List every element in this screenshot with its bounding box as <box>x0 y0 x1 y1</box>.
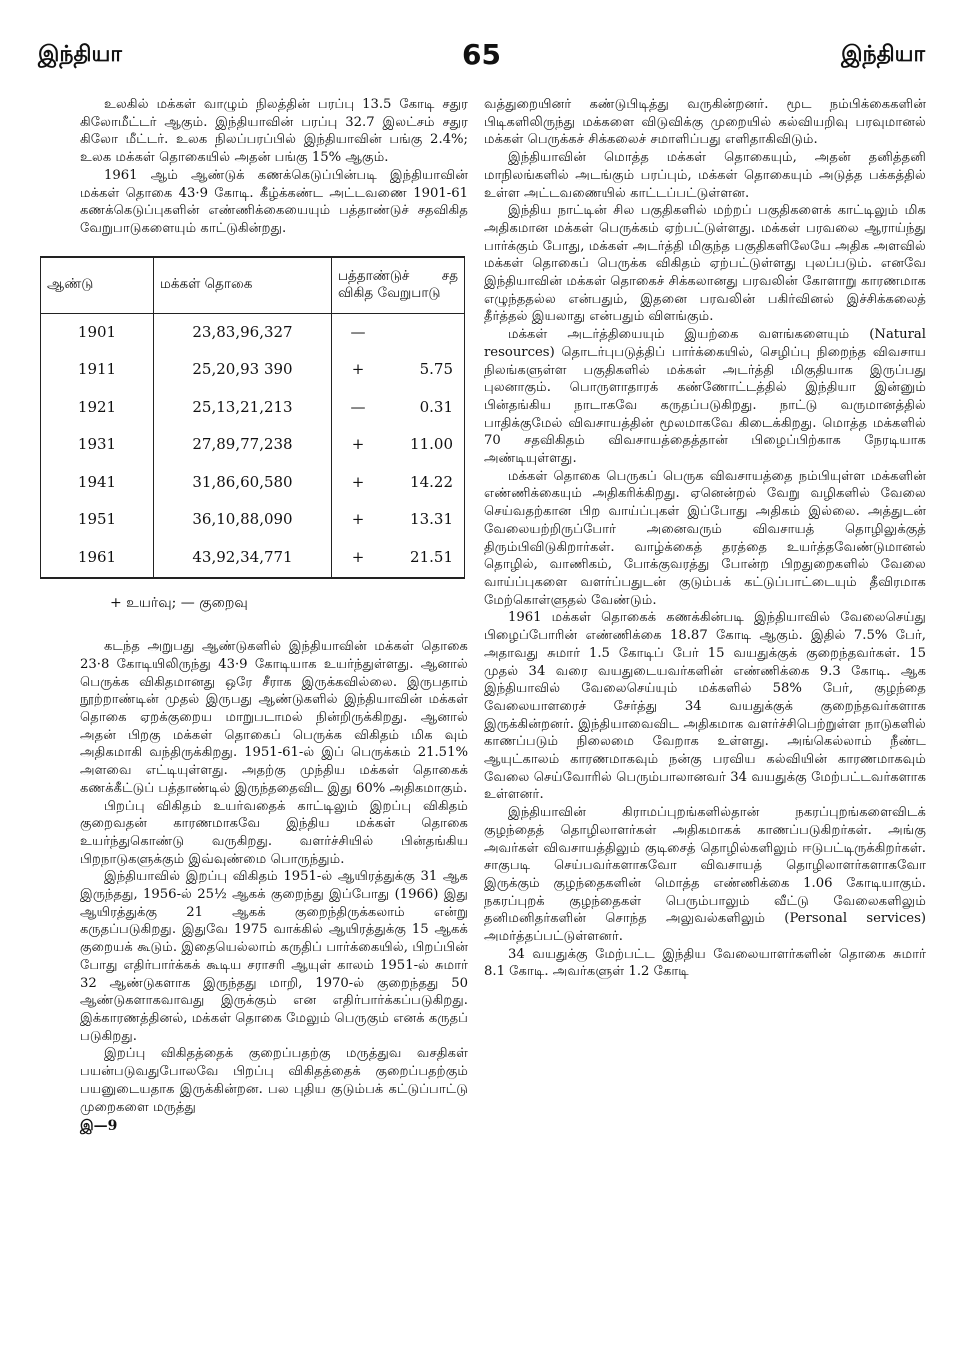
population-cell: 25,13,21,213 <box>154 389 332 427</box>
paragraph: இந்தியாவின் கிராமப்புறங்களில்தான் நகரப்புறங்களைவிடக் குழந்தைத் தொழிலாளர்கள் அதிகமாகக் காணப்படுகிறர்கள். அங்கு அவர்கள் விவசாயத்திலும் குடிசைத் தொழில்களிலும் ஈடுபட்டிருக்கிறர்கள். சாகுபடி செய்பவர்களாகவோ விவசாயத் தொழிலாளர்களாகவோ இருக்கும் குழந்தைகளின் மொத்த எண்ணிக்கை 1.06 கோடியாகும். நகரப்புறக் குழந்தைகள் பெரும்பாலும் வீட்டு வேலைகளிலும் தனிமனிதர்களின் சொந்த அலுவல்களிலும் (Personal services) அமர்த்தப்பட்டுள்ளனர். <box>484 805 926 945</box>
change-sign: — <box>350 322 366 341</box>
paragraph: 1961 ஆம் ஆண்டுக் கணக்கெடுப்பின்படி இந்தியாவின் மக்கள் தொகை 43·9 கோடி. கீழ்க்கண்ட அட்டவணை 1901-61 கணக்கெடுப்புகளின் எண்ணிக்கையையும் பத்தாண்டுச் சதவிகித வேறுபாடுகளையும் காட்டுகின்றது. <box>80 167 468 236</box>
table-row <box>41 389 465 427</box>
paragraph: உலகில் மக்கள் வாழும் நிலத்தின் பரப்பு 13.5 கோடி சதுர கிலோமீட்டர் ஆகும். இந்தியாவின் பரப்பு 32.7 இலட்சம் சதுர கிலோ மீட்டர். உலக நிலப்பரப்பில் இந்தியாவின் பங்கு 2.4%; உலக மக்கள் தொகையில் அதன் பங்கு 15% ஆகும். <box>80 97 468 166</box>
population-cell: 25,20,93 390 <box>154 352 332 390</box>
change-cell <box>332 314 465 352</box>
paragraph: இந்தியாவில் இறப்பு விகிதம் 1951-ல் ஆயிரத்துக்கு 31 ஆக இருந்தது, 1956-ல் 25½ ஆகக் குறைந்து இப்போது (1966) இது ஆயிரத்துக்கு 21 ஆகக் குறைந்திருக்கலாம் என்று கருதப்படுகிறது. இதுவே 1975 வாக்கில் ஆயிரத்துக்கு 15 ஆகக் குறையக் கூடும். இதையெல்லாம் கருதிப் பார்க்கையில், பிறப்பின் போது எதிர்பார்க்கக் கூடிய சராசரி ஆயுள் காலம் 1951-ல் சுமார் 32 ஆண்டுகளாக இருந்தது மாறி, 1970-ல் குறைந்தது 50 ஆண்டுகளாகவாவது இருக்கும் என எதிர்பார்க்கப்படுகிறது. இக்காரணத்தினல், மக்கள் தொகை மேலும் பெருகும் எனக் கருதப் படுகிறது. <box>80 869 468 1044</box>
paragraph: 34 வயதுக்கு மேற்பட்ட இந்திய வேலையாளர்களின் தொகை சுமார் 8.1 கோடி. அவர்களுள் 1.2 கோடி <box>484 946 926 980</box>
table-row <box>41 427 465 465</box>
year-cell: 1931 <box>41 427 154 465</box>
change-cell <box>332 427 465 465</box>
change-sign: — <box>350 397 366 416</box>
change-cell <box>332 352 465 390</box>
population-cell: 23,83,96,327 <box>154 314 332 352</box>
change-value: 11.00 <box>410 435 453 454</box>
year-cell: 1961 <box>41 539 154 578</box>
running-title-left: இந்தியா <box>38 42 122 67</box>
change-cell <box>332 539 465 578</box>
change-cell <box>332 502 465 540</box>
year-cell: 1941 <box>41 464 154 502</box>
printer-signature-mark: இ—9 <box>80 1118 118 1135</box>
table-row <box>41 352 465 390</box>
paragraph: வத்துறையினர் கண்டுபிடித்து வருகின்றனர். மூட நம்பிக்கைகளின் பிடிகளிலிருந்து மக்களை விடுவிக்கு முறையில் கல்வியறிவு பரவுமானல் மக்கள் பெருக்கச் சிக்கலைச் சமாளிப்பது எளிதாகிவிடும். <box>484 97 926 148</box>
paragraph: 1961 மக்கள் தொகைக் கணக்கின்படி இந்தியாவில் வேலைசெய்து பிழைப்போரின் எண்ணிக்கை 18.87 கோடி ஆகும். இதில் 7.5% பேர், அதாவது சுமார் 1.5 கோடிப் பேர் 15 வயதுக்குக் குறைந்தவர்கள். 15 முதல் 34 வரை வயதுடையவர்களின் எண்ணிக்கை 9.3 கோடி. ஆக இந்தியாவில் வேலைசெய்யும் மக்களில் 58% பேர், குழந்தை வேலையாளரைச் சேர்த்து 34 வயதுக்குக் குறைந்தவர்களாக இருக்கின்றனர். இந்தியாவைவிட அதிகமாக வளர்ச்சிபெற்றுள்ள நாடுகளில் காணப்படும் நிலைமை வேறாக உள்ளது. அங்கெல்லாம் நீண்ட ஆயுட்காலம் காரணமாகவும் நன்கு பரவிய கல்வியின் காரணமாகவும் வேலை செய்வோரில் பெரும்பாலானவர் 34 வயதுக்கு மேற்பட்டவர்களாக உள்ளனர். <box>484 610 926 803</box>
change-cell <box>332 389 465 427</box>
table-header-population: மக்கள் தொகை <box>154 257 332 314</box>
population-cell: 27,89,77,238 <box>154 427 332 465</box>
table-header-change: பத்தாண்டுச் சத விகித வேறுபாடு <box>332 257 465 314</box>
change-value: 14.22 <box>410 472 453 491</box>
change-value: 13.31 <box>410 510 453 529</box>
table-row <box>41 502 465 540</box>
running-title-right: இந்தியா <box>841 42 925 67</box>
paragraph: இந்தியாவின் மொத்த மக்கள் தொகையும், அதன் தனித்தனி மாநிலங்களில் அடங்கும் பரப்பும், மக்கள் தொகையும் அடுத்த பக்கத்தில் உள்ள அட்டவணையில் காட்டப்பட்டுள்ளன. <box>484 150 926 201</box>
change-sign: + <box>351 547 365 566</box>
change-sign: + <box>351 472 365 491</box>
change-value: 5.75 <box>419 360 453 379</box>
table-header-year: ஆண்டு <box>41 257 154 314</box>
year-cell: 1901 <box>41 314 154 352</box>
change-sign: + <box>351 360 365 379</box>
year-cell: 1921 <box>41 389 154 427</box>
page-number: 65 <box>462 38 501 71</box>
table-legend: + உயர்வு; — குறைவு <box>110 594 248 611</box>
change-cell <box>332 464 465 502</box>
change-value: 0.31 <box>419 397 453 416</box>
table-row <box>41 314 465 352</box>
right-column <box>484 96 926 981</box>
population-cell: 43,92,34,771 <box>154 539 332 578</box>
change-value: 21.51 <box>410 547 453 566</box>
paragraph: கடந்த அறுபது ஆண்டுகளில் இந்தியாவின் மக்கள் தொகை 23·8 கோடியிலிருந்து 43·9 கோடியாக உயர்ந்துள்ளது. ஆனால் பெருக்க விகிதமானது ஒரே சீராக இருக்கவில்லை. இருபதாம் நூற்றாண்டின் முதல் இருபது ஆண்டுகளில் இந்தியாவின் மக்கள் தொகை ஏறக்குறைய மாறுபடாமல் நின்றிருக்கிறது. ஆனால் அதன் பிறகு மக்கள் தொகைப் பெருக்க விகிதம் மிக வும் அதிகமாகி வந்திருக்கிறது. 1951-61-ல் இப் பெருக்கம் 21.51% அளவை எட்டியுள்ளது. அதற்கு முந்திய மக்கள் தொகைக் கணக்கீட்டுப் பத்தாண்டில் இருந்ததைவிட இது 60% அதிகமாகும். <box>80 639 468 796</box>
population-cell: 31,86,60,580 <box>154 464 332 502</box>
change-sign: + <box>351 435 365 454</box>
left-column <box>47 96 468 1136</box>
paragraph: மக்கள் அடர்த்தியையும் இயற்கை வளங்களையும் (Natural resources) தொடர்புபடுத்திப் பார்க்கையில், செழிப்பு நிறைந்த விவசாய நிலங்களுள்ள பகுதிகளில் மக்கள் அடர்த்தி மிகுதியாக இருப்பது புலனாகும். பொருளாதாரக் கண்ணோட்டத்தில் இந்தியா இன்னும் பின்தங்கிய நாடாகவே கருதப்படுகிறது. நாட்டு வருமானத்தில் பாதிக்குமேல் விவசாயத்தின் மூலமாகவே கிடைக்கிறது. மொத்த மக்களில் 70 சதவிகிதம் விவசாயத்தைத்தான் பிழைப்பிற்காக நேரடியாக அண்டியுள்ளது. <box>484 327 926 467</box>
paragraph: மக்கள் தொகை பெருகப் பெருக விவசாயத்தை நம்பியுள்ள மக்களின் எண்ணிக்கையும் அதிகரிக்கிறது. ஏனென்றல் வேறு வழிகளில் வேலை செய்வதற்கான பிற வாய்ப்புகள் இப்போது அதிகம் இல்லை. அத்துடன் வேலையற்றிருப்போர் அனைவரும் விவசாயத் தொழிலுக்குத் திரும்பிவிடுகிறார்கள். வாழ்க்கைத் தரத்தை உயர்த்தவேண்டுமானல் தொழில், வாணிகம், போக்குவரத்து போன்ற பிறதுறைகளில் வேலை வாய்ப்புகளை வளர்ப்பதுடன் குடும்பக் கட்டுப்பாட்டையும் தீவிரமாக மேற்கொள்ளுதல் வேண்டும். <box>484 468 926 608</box>
year-cell: 1911 <box>41 352 154 390</box>
paragraph: பிறப்பு விகிதம் உயர்வதைக் காட்டிலும் இறப்பு விகிதம் குறைவதன் காரணமாகவே இந்திய மக்கள் தொகை உயர்ந்துகொண்டு வருகிறது. வளர்ச்சியில் பின்தங்கிய பிறநாடுகளுக்கும் இவ்வுண்மை பொருந்தும். <box>80 798 468 867</box>
table-row <box>41 464 465 502</box>
paragraph: இறப்பு விகிதத்தைக் குறைப்பதற்கு மருத்துவ வசதிகள் பயன்படுவதுபோலவே பிறப்பு விகிதத்தைக் குறைப்பதற்கும் பயனுடையதாக இருக்கின்றன. பல புதிய குடும்பக் கட்டுப்பாட்டு முறைகளை மருத்து <box>80 1046 468 1115</box>
population-cell: 36,10,88,090 <box>154 502 332 540</box>
paragraph: இந்திய நாட்டின் சில பகுதிகளில் மற்றப் பகுதிகளைக் காட்டிலும் மிக அதிகமான மக்கள் பெருக்கம் ஏற்பட்டுள்ளது. மக்கள் பரவலை ஆராய்ந்து பார்க்கும் போது, மக்கள் அடர்த்தி மிகுந்த பகுதிகளிலேயே அதிக அளவில் மக்கள் தொகைப் பெருக்க விகிதம் ஏற்பட்டுள்ளது புலப்படும். எனவே இந்தியாவின் மக்கள் தொகைச் சிக்கலானது பரவலின் கோளாறு காரணமாக எழுந்ததல்ல என்பதும், இதனை பரவலின் பகிர்வினல் இச்சிக்கலைத் தீர்த்தல் இயலாது என்பதும் விளங்கும். <box>484 203 926 325</box>
page-header <box>38 38 925 82</box>
population-table <box>40 256 465 579</box>
change-sign: + <box>351 510 365 529</box>
year-cell: 1951 <box>41 502 154 540</box>
table-row <box>41 539 465 578</box>
